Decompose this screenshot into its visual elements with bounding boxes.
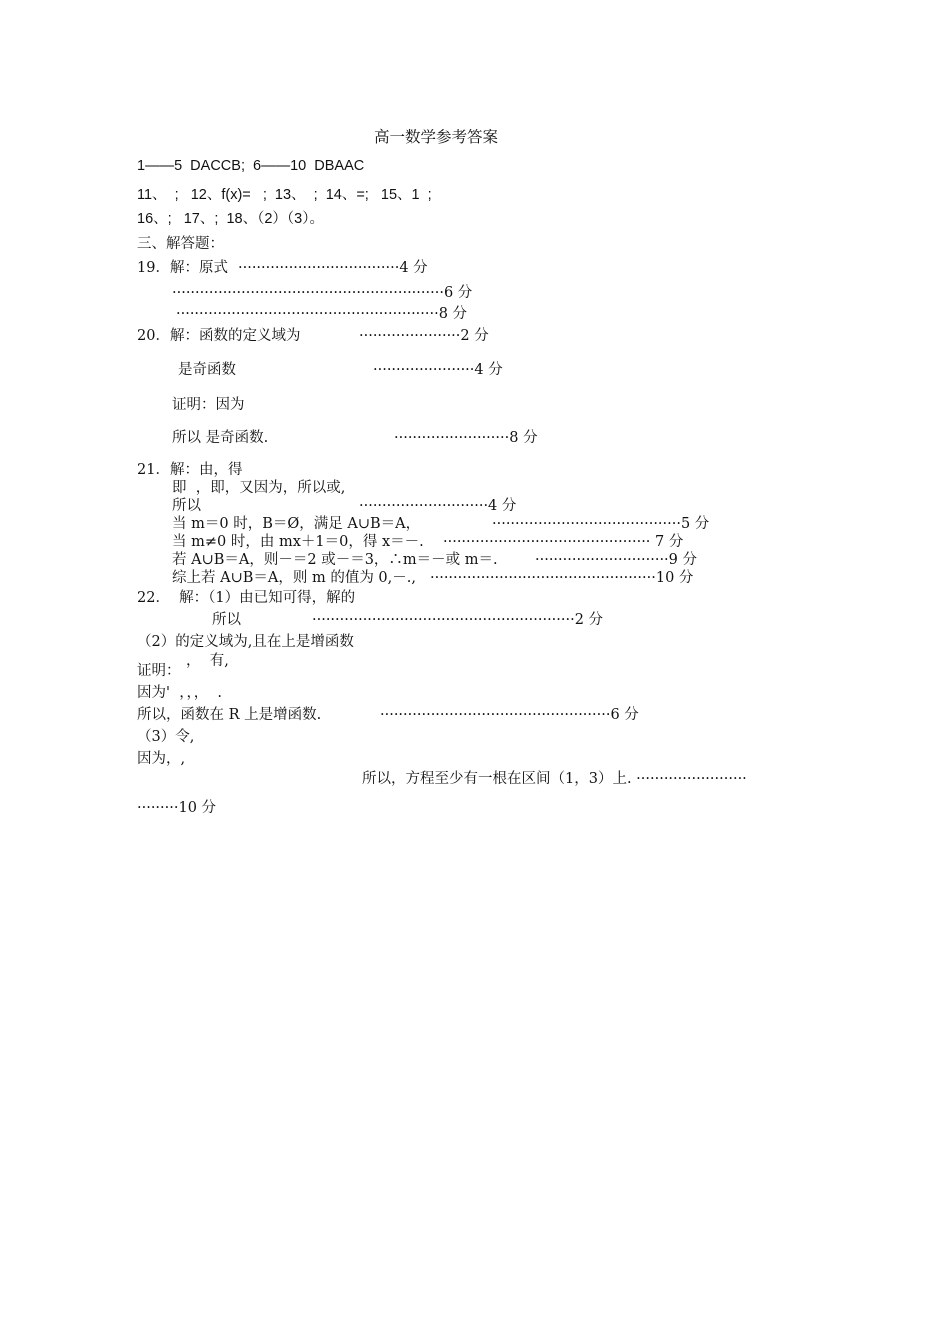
q21-score-7: ············································· 7 分 xyxy=(443,534,684,550)
q19-head: 19．解：原式 xyxy=(137,260,228,276)
q21-score-4: ····························4 分 xyxy=(359,498,517,514)
q20-conclusion: 所以 是奇函数. xyxy=(172,430,269,446)
q21-score-9: ·····························9 分 xyxy=(535,552,697,568)
q21-line2: 即 ，即，又因为，所以或, xyxy=(172,480,346,496)
fill-answers-2: 16、; 17、; 18、（2）（3）。 xyxy=(137,211,324,227)
q20-proof: 证明：因为 xyxy=(172,397,245,413)
q22-score-6: ··················································6 分 xyxy=(380,707,639,723)
q22-have: ， 有, xyxy=(186,653,229,669)
q20-score-2: ······················2 分 xyxy=(359,328,489,344)
q22-because: 因为' ，，， . xyxy=(137,685,223,701)
choice-answers: 1——5 DACCB; 6——10 DBAAC xyxy=(137,158,365,174)
q22-proof: 证明： xyxy=(137,663,181,679)
section-heading: 三、解答题： xyxy=(137,236,224,252)
q20-head: 20．解：函数的定义域为 xyxy=(137,328,301,344)
q21-line6: 若 A∪B＝A，则－＝2 或－＝3，∴m＝－或 m＝. xyxy=(172,552,498,568)
q22-head: 22． 解：（1）由已知可得，解的 xyxy=(137,590,356,606)
q21-head: 21．解：由，得 xyxy=(137,462,243,478)
q22-because2: 因为，, xyxy=(137,751,186,767)
q22-part3: （3）令, xyxy=(137,729,195,745)
q21-score-5: ·········································5 分 xyxy=(492,516,710,532)
q22-score-10: ·········10 分 xyxy=(137,800,217,816)
fill-answers-1: 11、 ; 12、f(x)= ; 13、 ; 14、=; 15、1 ; xyxy=(137,187,432,203)
q22-part2: （2）的定义域为,且在上是增函数 xyxy=(137,634,354,650)
q20-score-8: ·························8 分 xyxy=(394,430,538,446)
q21-line3: 所以 xyxy=(172,498,201,514)
page-title: 高一数学参考答案 xyxy=(374,128,499,146)
q22-root: 所以，方程至少有一根在区间（1，3）上. ························ xyxy=(362,771,747,787)
q22-conclusion: 所以，函数在 R 上是增函数. xyxy=(137,707,322,723)
q19-score-4: ···································4 分 xyxy=(238,260,428,276)
q21-score-10: ·················································10 分 xyxy=(430,570,694,586)
q21-line7: 综上若 A∪B＝A，则 m 的值为 0,－., xyxy=(172,570,416,586)
q21-line4: 当 m＝0 时，B＝Ø，满足 A∪B＝A， xyxy=(172,516,421,532)
q20-score-4: ······················4 分 xyxy=(373,362,503,378)
q22-so: 所以 xyxy=(212,612,241,628)
q21-line5: 当 m≠0 时，由 mx＋1＝0，得 x＝－. xyxy=(172,534,424,550)
q20-odd: 是奇函数 xyxy=(178,362,236,378)
q19-score-8: ·························································8 分 xyxy=(176,306,468,322)
q22-score-2: ·························································2 分 xyxy=(312,612,604,628)
q19-score-6: ···························································6 分 xyxy=(172,285,473,301)
